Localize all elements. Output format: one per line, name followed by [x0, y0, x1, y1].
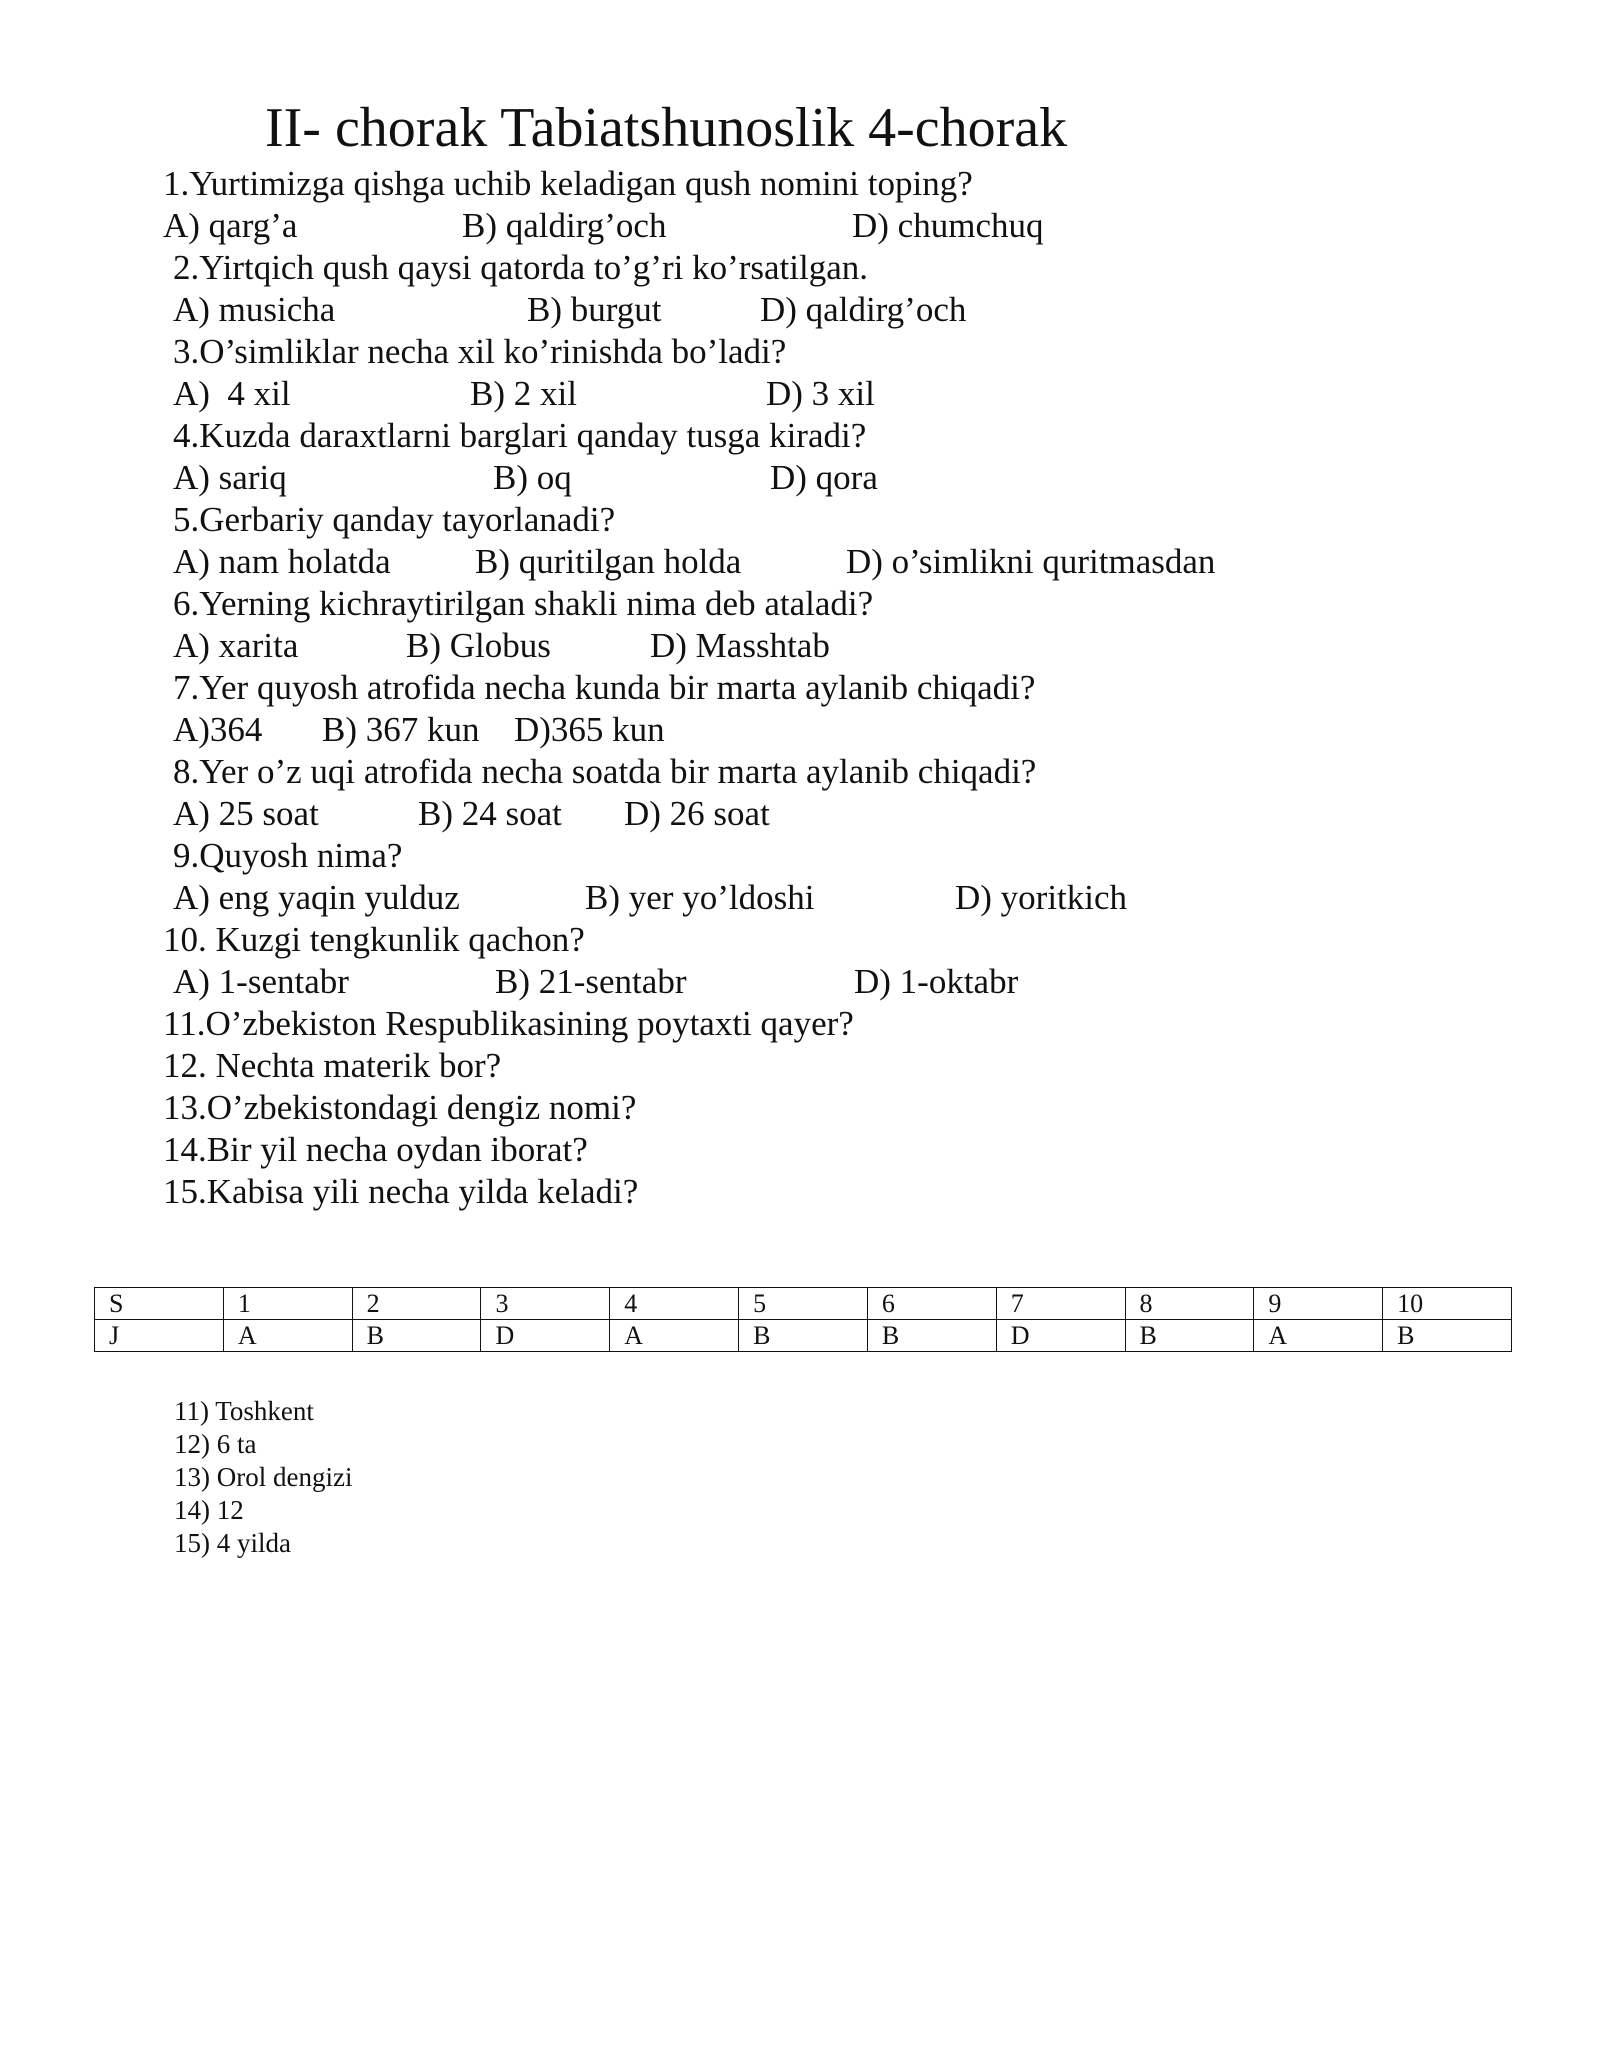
question-8: 8.Yer o’z uqi atrofida necha soatda bir marta aylanib chiqadi?: [173, 752, 1037, 791]
answer-key-header-row: [95, 1288, 1512, 1320]
question-10: 10. Kuzgi tengkunlik qachon?: [163, 920, 585, 959]
table-cell: 8: [1125, 1288, 1254, 1320]
question-3-option-b: B) 2 xil: [470, 374, 577, 413]
table-cell: D: [996, 1320, 1125, 1352]
question-11: 11.O’zbekiston Respublikasining poytaxti qayer?: [163, 1004, 854, 1043]
table-cell: B: [739, 1320, 868, 1352]
table-cell: 6: [867, 1288, 996, 1320]
page-title: II- chorak Tabiatshunoslik 4-chorak: [265, 97, 1068, 159]
question-1: 1.Yurtimizga qishga uchib keladigan qush nomini toping?: [163, 164, 973, 203]
question-4: 4.Kuzda daraxtlarni barglari qanday tusga kiradi?: [173, 416, 867, 455]
question-12: 12. Nechta materik bor?: [163, 1046, 502, 1085]
question-5-option-d: D) o’simlikni quritmasdan: [846, 542, 1216, 581]
question-6-option-a: A) xarita: [173, 626, 299, 665]
question-3-option-a: A) 4 xil: [173, 374, 291, 413]
question-3-option-d: D) 3 xil: [766, 374, 875, 413]
question-14: 14.Bir yil necha oydan iborat?: [163, 1130, 588, 1169]
question-2: 2.Yirtqich qush qaysi qatorda to’g’ri ko’rsatilgan.: [173, 248, 868, 287]
list-item: 13) Orol dengizi: [174, 1462, 353, 1492]
answer-key-table: [94, 1287, 1512, 1352]
table-cell: 9: [1254, 1288, 1383, 1320]
table-cell: 1: [223, 1288, 352, 1320]
table-cell: B: [352, 1320, 481, 1352]
table-cell: S: [95, 1288, 224, 1320]
question-3: 3.O’simliklar necha xil ko’rinishda bo’ladi?: [173, 332, 787, 371]
table-cell: B: [1383, 1320, 1512, 1352]
question-4-option-b: B) oq: [493, 458, 572, 497]
table-cell: B: [867, 1320, 996, 1352]
list-item: 11) Toshkent: [174, 1396, 314, 1426]
question-8-option-a: A) 25 soat: [173, 794, 319, 833]
question-5-option-b: B) quritilgan holda: [475, 542, 742, 581]
question-15: 15.Kabisa yili necha yilda keladi?: [163, 1172, 639, 1211]
question-1-option-d: D) chumchuq: [852, 206, 1044, 245]
question-7-option-a: A)364: [173, 710, 263, 749]
table-cell: A: [223, 1320, 352, 1352]
table-cell: 4: [610, 1288, 739, 1320]
table-cell: 2: [352, 1288, 481, 1320]
question-1-option-b: B) qaldirg’och: [462, 206, 667, 245]
answer-key-answer-row: [95, 1320, 1512, 1352]
table-cell: 7: [996, 1288, 1125, 1320]
table-cell: 3: [481, 1288, 610, 1320]
question-7-option-d: D)365 kun: [514, 710, 665, 749]
question-10-option-b: B) 21-sentabr: [495, 962, 687, 1001]
question-10-option-d: D) 1-oktabr: [854, 962, 1019, 1001]
table-cell: A: [610, 1320, 739, 1352]
table-cell: 10: [1383, 1288, 1512, 1320]
list-item: 14) 12: [174, 1495, 244, 1525]
question-9-option-b: B) yer yo’ldoshi: [585, 878, 815, 917]
list-item: 15) 4 yilda: [174, 1528, 291, 1558]
table-cell: J: [95, 1320, 224, 1352]
question-2-option-b: B) burgut: [527, 290, 662, 329]
question-9-option-d: D) yoritkich: [955, 878, 1128, 917]
question-6: 6.Yerning kichraytirilgan shakli nima deb ataladi?: [173, 584, 874, 623]
question-10-option-a: A) 1-sentabr: [173, 962, 349, 1001]
question-6-option-d: D) Masshtab: [650, 626, 830, 665]
table-cell: 5: [739, 1288, 868, 1320]
question-2-option-d: D) qaldirg’och: [760, 290, 967, 329]
table-cell: A: [1254, 1320, 1383, 1352]
question-7: 7.Yer quyosh atrofida necha kunda bir marta aylanib chiqadi?: [173, 668, 1036, 707]
question-5-option-a: A) nam holatda: [173, 542, 391, 581]
question-2-option-a: A) musicha: [173, 290, 336, 329]
question-9: 9.Quyosh nima?: [173, 836, 403, 875]
question-13: 13.O’zbekistondagi dengiz nomi?: [163, 1088, 637, 1127]
question-5: 5.Gerbariy qanday tayorlanadi?: [173, 500, 616, 539]
open-answers-list: [174, 1395, 352, 1560]
question-8-option-d: D) 26 soat: [624, 794, 770, 833]
question-6-option-b: B) Globus: [406, 626, 551, 665]
list-item: 12) 6 ta: [174, 1429, 257, 1459]
question-9-option-a: A) eng yaqin yulduz: [173, 878, 460, 917]
question-1-option-a: A) qarg’a: [163, 206, 298, 245]
table-cell: B: [1125, 1320, 1254, 1352]
question-7-option-b: B) 367 kun: [322, 710, 480, 749]
question-4-option-a: A) sariq: [173, 458, 287, 497]
question-8-option-b: B) 24 soat: [418, 794, 562, 833]
table-cell: D: [481, 1320, 610, 1352]
question-4-option-d: D) qora: [770, 458, 878, 497]
